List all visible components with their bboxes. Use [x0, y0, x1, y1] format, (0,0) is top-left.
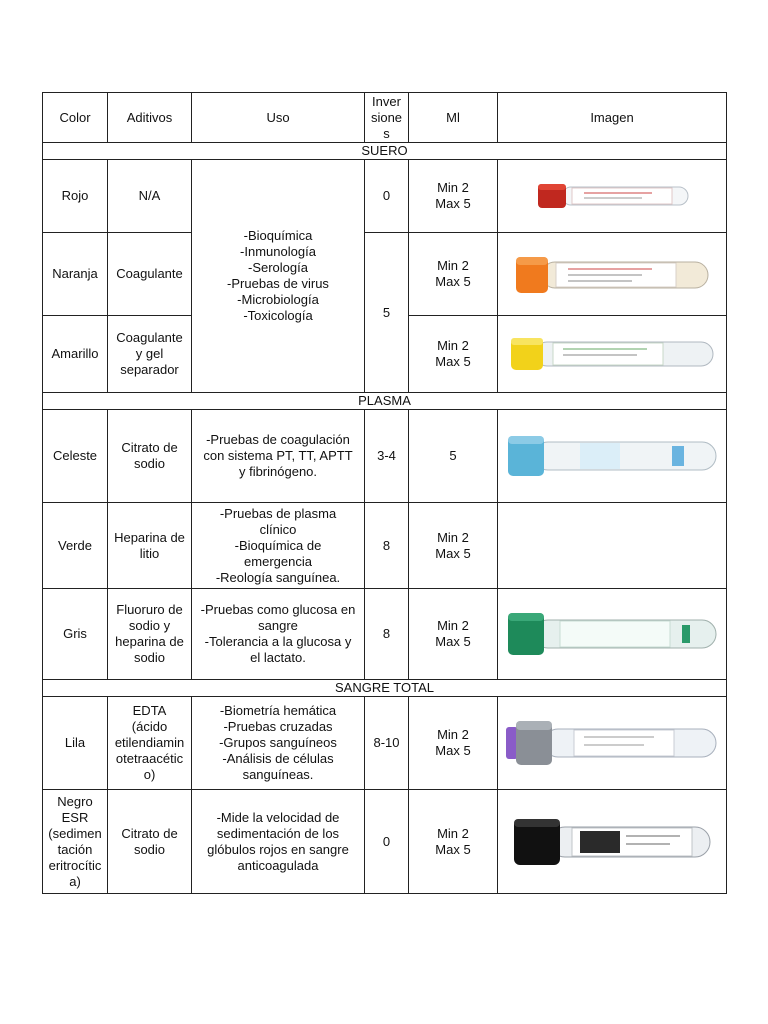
section-row-sangre-total — [43, 680, 727, 697]
cell-uso: -Pruebas como glucosa en sangre -Tolerancia a la glucosa y el lactato. — [192, 589, 365, 680]
tube-image-negro — [498, 790, 727, 894]
tube-image-amarillo — [498, 316, 727, 393]
table-row — [43, 410, 727, 503]
header-color: Color — [43, 93, 108, 143]
cell-inversiones: 5 — [365, 233, 409, 393]
cell-uso: -Pruebas de coagulación con sistema PT, TT, APTT y fibrinógeno. — [192, 410, 365, 503]
header-imagen: Imagen — [498, 93, 727, 143]
cell-uso-suero: -Bioquímica -Inmunología -Serología -Pruebas de virus -Microbiología -Toxicología — [192, 160, 365, 393]
light-blue-tube-image — [504, 426, 720, 486]
cell-ml: Min 2 Max 5 — [409, 697, 498, 790]
cell-aditivos: Citrato de sodio — [108, 790, 192, 894]
table-row — [43, 503, 727, 589]
cell-aditivos: Citrato de sodio — [108, 410, 192, 503]
cell-ml: Min 2 Max 5 — [409, 790, 498, 894]
table-row — [43, 589, 727, 680]
cell-ml: Min 2 Max 5 — [409, 589, 498, 680]
header-uso: Uso — [192, 93, 365, 143]
cell-color: Naranja — [43, 233, 108, 316]
tube-image-rojo — [498, 160, 727, 233]
cell-aditivos: Heparina de litio — [108, 503, 192, 589]
table-row — [43, 790, 727, 894]
cell-ml: 5 — [409, 410, 498, 503]
header-inversiones: Inver sione s — [365, 93, 409, 143]
cell-ml: Min 2 Max 5 — [409, 233, 498, 316]
cell-color: Gris — [43, 589, 108, 680]
yellow-tube-image — [507, 332, 717, 376]
grey-tube-green-cap-image — [504, 605, 720, 663]
cell-uso: -Biometría hemática -Pruebas cruzadas -Grupos sanguíneos -Análisis de células sanguíneas. — [192, 697, 365, 790]
cell-aditivos: N/A — [108, 160, 192, 233]
cell-color: Lila — [43, 697, 108, 790]
orange-tube-image — [512, 249, 712, 299]
cell-inversiones: 8 — [365, 589, 409, 680]
cell-inversiones: 3-4 — [365, 410, 409, 503]
lilac-tube-image — [504, 713, 720, 773]
section-row-plasma — [43, 393, 727, 410]
table-row — [43, 233, 727, 316]
cell-color: Verde — [43, 503, 108, 589]
cell-color: Negro ESR (sedimen tación eritrocític a) — [43, 790, 108, 894]
section-row-suero — [43, 143, 727, 160]
blood-tube-table — [42, 92, 727, 894]
cell-uso: -Pruebas de plasma clínico -Bioquímica de emergencia -Reología sanguínea. — [192, 503, 365, 589]
cell-inversiones: 8 — [365, 503, 409, 589]
cell-inversiones: 8-10 — [365, 697, 409, 790]
cell-inversiones: 0 — [365, 790, 409, 894]
cell-color: Celeste — [43, 410, 108, 503]
tube-image-verde-empty — [498, 503, 727, 589]
black-tube-image — [510, 809, 714, 875]
cell-aditivos: Fluoruro de sodio y heparina de sodio — [108, 589, 192, 680]
cell-ml: Min 2 Max 5 — [409, 503, 498, 589]
red-tube-image — [532, 176, 692, 216]
cell-color: Rojo — [43, 160, 108, 233]
cell-uso: -Mide la velocidad de sedimentación de los glóbulos rojos en sangre anticoagulada — [192, 790, 365, 894]
cell-aditivos: EDTA (ácido etilendiamin otetraacétic o) — [108, 697, 192, 790]
table-row — [43, 160, 727, 233]
table-row — [43, 697, 727, 790]
header-ml: Ml — [409, 93, 498, 143]
section-suero: SUERO — [43, 143, 727, 160]
tube-image-naranja — [498, 233, 727, 316]
cell-inversiones: 0 — [365, 160, 409, 233]
tube-image-gris — [498, 589, 727, 680]
cell-aditivos: Coagulante — [108, 233, 192, 316]
section-sangre-total: SANGRE TOTAL — [43, 680, 727, 697]
cell-ml: Min 2 Max 5 — [409, 316, 498, 393]
header-row — [43, 93, 727, 143]
header-aditivos: Aditivos — [108, 93, 192, 143]
cell-ml: Min 2 Max 5 — [409, 160, 498, 233]
cell-color: Amarillo — [43, 316, 108, 393]
tube-image-lila — [498, 697, 727, 790]
tube-image-celeste — [498, 410, 727, 503]
section-plasma: PLASMA — [43, 393, 727, 410]
cell-aditivos: Coagulante y gel separador — [108, 316, 192, 393]
